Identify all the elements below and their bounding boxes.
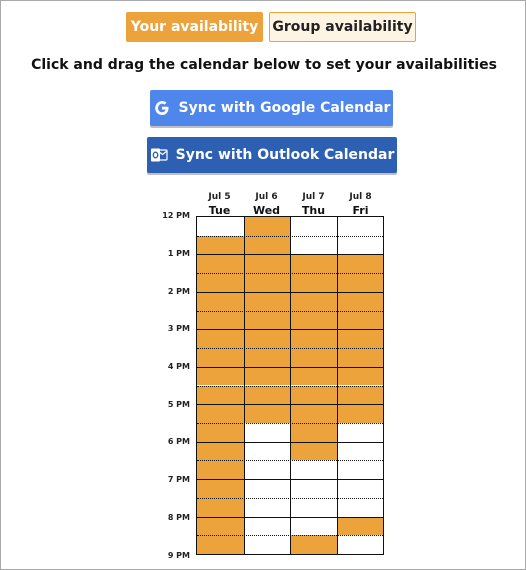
time-label: 12 PM <box>162 211 190 220</box>
time-label: 9 PM <box>167 551 190 560</box>
availability-slot[interactable] <box>244 367 291 386</box>
availability-slot[interactable] <box>337 442 384 461</box>
time-label: 7 PM <box>167 475 190 484</box>
availability-slot[interactable] <box>337 498 384 517</box>
availability-slot[interactable] <box>197 254 244 273</box>
tab-group-availability[interactable]: Group availability <box>269 12 416 42</box>
sync-outlook-calendar-button[interactable] <box>147 137 397 173</box>
time-label: 8 PM <box>167 513 190 522</box>
availability-slot[interactable] <box>197 460 244 479</box>
availability-slot[interactable] <box>290 404 337 423</box>
availability-slot[interactable] <box>290 348 337 367</box>
day-header-fri <box>337 193 384 216</box>
availability-slot[interactable] <box>197 329 244 348</box>
availability-slot[interactable] <box>290 236 337 255</box>
availability-slot[interactable] <box>337 217 384 236</box>
day-date: Jul 8 <box>349 192 372 202</box>
day-name: Thu <box>301 204 326 217</box>
availability-slot[interactable] <box>337 348 384 367</box>
tab-your-availability[interactable]: Your availability <box>126 12 263 42</box>
availability-slot[interactable] <box>244 517 291 536</box>
availability-slot[interactable] <box>290 254 337 273</box>
sync-google-calendar-button[interactable] <box>150 90 393 126</box>
availability-slot[interactable] <box>337 423 384 442</box>
sync-outlook-label: Sync with Outlook Calendar <box>175 147 395 163</box>
availability-slot[interactable] <box>244 535 291 554</box>
availability-slot[interactable] <box>197 404 244 423</box>
day-date: Jul 5 <box>208 192 231 202</box>
availability-slot[interactable] <box>197 236 244 255</box>
availability-slot[interactable] <box>337 479 384 498</box>
availability-slot[interactable] <box>197 292 244 311</box>
availability-slot[interactable] <box>197 442 244 461</box>
availability-slot[interactable] <box>337 273 384 292</box>
availability-slot[interactable] <box>290 217 337 236</box>
day-header-tue <box>196 193 243 216</box>
availability-slot[interactable] <box>197 479 244 498</box>
availability-slot[interactable] <box>290 460 337 479</box>
day-name: Tue <box>208 204 231 217</box>
availability-slot[interactable] <box>197 348 244 367</box>
availability-slot[interactable] <box>244 292 291 311</box>
availability-slot[interactable] <box>290 423 337 442</box>
availability-slot[interactable] <box>337 254 384 273</box>
availability-slot[interactable] <box>337 404 384 423</box>
instructions-text: Click and drag the calendar below to set your availabilities <box>31 57 497 73</box>
availability-slot[interactable] <box>244 423 291 442</box>
availability-slot[interactable] <box>197 386 244 405</box>
availability-slot[interactable] <box>244 329 291 348</box>
availability-slot[interactable] <box>244 386 291 405</box>
availability-slot[interactable] <box>197 517 244 536</box>
day-date: Jul 7 <box>302 192 325 202</box>
day-date: Jul 6 <box>255 192 278 202</box>
availability-slot[interactable] <box>290 442 337 461</box>
availability-slot[interactable] <box>337 460 384 479</box>
availability-slot[interactable] <box>244 311 291 330</box>
availability-slot[interactable] <box>290 311 337 330</box>
availability-slot[interactable] <box>197 273 244 292</box>
availability-slot[interactable] <box>337 386 384 405</box>
availability-slot[interactable] <box>290 292 337 311</box>
availability-calendar-grid[interactable] <box>196 216 384 555</box>
availability-slot[interactable] <box>197 367 244 386</box>
availability-slot[interactable] <box>197 535 244 554</box>
availability-slot[interactable] <box>244 479 291 498</box>
day-name: Wed <box>252 204 281 217</box>
availability-slot[interactable] <box>337 311 384 330</box>
availability-slot[interactable] <box>197 217 244 236</box>
time-label: 6 PM <box>167 437 190 446</box>
availability-slot[interactable] <box>244 460 291 479</box>
day-name: Fri <box>352 204 369 217</box>
availability-slot[interactable] <box>337 367 384 386</box>
availability-slot[interactable] <box>337 236 384 255</box>
availability-slot[interactable] <box>337 535 384 554</box>
availability-slot[interactable] <box>290 273 337 292</box>
availability-slot[interactable] <box>244 273 291 292</box>
day-header-thu <box>290 193 337 216</box>
availability-tabs <box>126 12 416 42</box>
availability-slot[interactable] <box>290 329 337 348</box>
availability-slot[interactable] <box>244 498 291 517</box>
sync-google-label: Sync with Google Calendar <box>178 100 391 116</box>
availability-slot[interactable] <box>197 423 244 442</box>
time-label: 4 PM <box>167 362 190 371</box>
availability-slot[interactable] <box>337 292 384 311</box>
time-label: 2 PM <box>167 287 190 296</box>
availability-slot[interactable] <box>337 517 384 536</box>
time-label: 1 PM <box>167 249 190 258</box>
availability-slot[interactable] <box>290 479 337 498</box>
availability-slot[interactable] <box>244 217 291 236</box>
availability-slot[interactable] <box>244 254 291 273</box>
availability-slot[interactable] <box>290 535 337 554</box>
availability-slot[interactable] <box>244 348 291 367</box>
time-label: 5 PM <box>167 400 190 409</box>
availability-slot[interactable] <box>290 367 337 386</box>
time-label: 3 PM <box>167 324 190 333</box>
outlook-icon <box>150 146 168 164</box>
google-icon <box>153 99 171 117</box>
availability-slot[interactable] <box>244 442 291 461</box>
availability-slot[interactable] <box>244 236 291 255</box>
availability-slot[interactable] <box>197 311 244 330</box>
availability-slot[interactable] <box>197 498 244 517</box>
availability-slot[interactable] <box>337 329 384 348</box>
availability-slot[interactable] <box>244 404 291 423</box>
availability-slot[interactable] <box>290 517 337 536</box>
availability-slot[interactable] <box>290 386 337 405</box>
day-header-wed <box>243 193 290 216</box>
availability-slot[interactable] <box>290 498 337 517</box>
